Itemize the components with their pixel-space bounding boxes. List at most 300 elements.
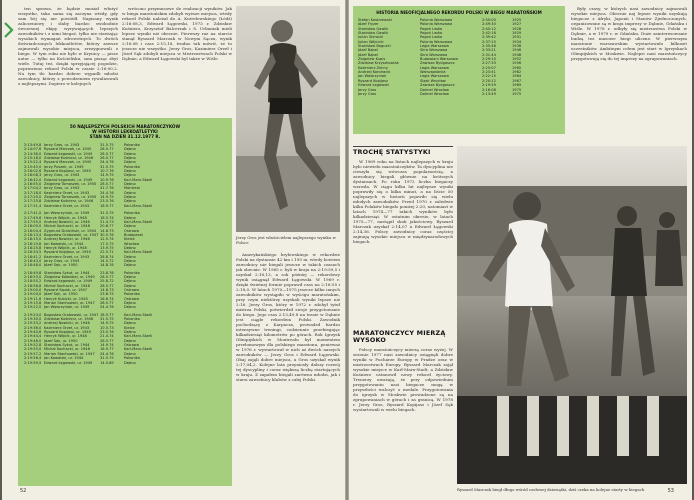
cell-name: Henryk Wójcik, ur. 1948 [44,215,87,220]
history-cell-time: 2:42:18 [482,31,496,36]
cell-date: 23.5.76 [100,330,114,335]
cell-time: 2:19:55,0 [24,347,42,352]
cell-place: Karl-Marx-Stadt [124,219,152,224]
green-arrow-icon [4,22,14,38]
history-cell-name: Jan Wawrzyniak [358,74,387,79]
cell-date: 14.9.75 [100,321,114,326]
top-50-table [18,118,232,486]
history-cell-club: Polonia Warszawa [420,39,453,44]
history-cell-name: Jerzy Gros [358,87,377,92]
cell-name: Ryszard Marczak, ur. 1945 [44,147,92,152]
history-cell-date: 1975 [512,91,522,96]
cell-name: Zbigniew Tomaszek, ur. 1950 [44,195,97,200]
history-cell-time: 2:55:00 [482,18,496,22]
history-cell-date: 1925 [512,18,522,22]
history-cell-club: Zawisza Bydgoszcz [420,83,455,88]
history-cell-date: 1962 [512,70,522,75]
history-cell-date: 1928 [512,26,522,31]
cell-time: 2:14:07,6 [24,147,42,152]
table-title-line3: STAN NA DZIEŃ 31.12.1977 R. [89,134,161,139]
history-cell-name: Józef Fryzer [358,22,379,27]
history-cell-club: Dolmel Wrocław [420,87,449,92]
history-cell-name: Józef Bąbel [358,48,378,53]
history-cell-club: Zawisza Bydgoszcz [420,61,455,66]
history-cell-date: 1975 [512,87,522,92]
cell-name: Zdzisław Kuśnierz, ur. 1946 [44,199,94,204]
cell-name: Kazimierz Orzeł, ur. 1943 [44,325,90,330]
cell-time: 2:18:58,8 [24,283,42,288]
page-number-left: 52 [20,488,27,494]
cell-time: 2:18:48,0 [24,263,42,268]
cell-time: 2:19:24,0 [24,312,42,317]
history-cell-time: 2:22:15 [482,74,496,79]
cell-place: Dębno [124,224,136,229]
history-cell-time: 2:19:59 [482,83,496,88]
cell-place: Dębno [124,263,136,268]
history-cell-time: 2:20:12 [482,78,496,83]
cell-name: Jerzy Gros, ur. 1943 [44,143,80,147]
history-cell-club: Pogoń Lwów [420,35,443,40]
marathon-runners-scene [457,146,687,484]
cell-name: Andrzej Nowicki, ur. 1946 [44,219,90,224]
cell-place: Ostrawa [124,228,139,233]
history-cell-name: Andrzej Kondracki [358,70,391,75]
cell-place: Wrocław [124,241,140,246]
history-cell-time: 2:29:10 [482,57,496,62]
history-cell-time: 2:45:12 [482,26,496,31]
cell-name: Józef Sęk, ur. 1950 [44,292,78,297]
cell-time: 2:16:02,6 [24,169,42,174]
cell-time: 2:19:40,6 [24,330,42,335]
cell-date: 31.7.76 [100,186,114,191]
history-cell-name: Zdzisław Krzyszkowiak [358,61,399,66]
cell-date: 21.4.73 [100,219,114,224]
cell-date: 30.5.76 [100,232,114,237]
history-cell-date: 1952 [512,57,522,62]
cell-place: Pokonika [124,143,140,147]
cell-name: Jan Wawrzyniak, ur. 1949 [44,211,90,216]
cell-name: Jerzy Gros, ur. 1943 [44,258,80,263]
runner-photo [236,6,340,232]
cell-place: Pokonika [124,356,140,361]
cell-date: 14.9.75 [100,195,114,200]
cell-time: 2:18:15,0 [24,237,42,242]
cell-time: 2:18:25,8 [24,245,42,250]
cell-date: 31.5.75 [100,356,114,361]
wysoko-heading-line1: MARATOŃCZYCY MIERZĄ [353,330,446,337]
runner-figure [236,6,340,232]
page-number-right: 53 [667,488,674,494]
cell-place: Dębno [124,321,136,326]
cell-date: 18.9.77 [100,203,114,208]
cell-name: Michał Sochacki, ur. 1948 [44,283,90,288]
cell-place: Karl-Marx-Stadt [124,250,152,255]
cell-place: Dębno [124,305,136,310]
history-cell-date: 1948 [512,52,522,57]
history-cell-time: 2:49:30 [482,22,496,27]
cell-time: 2:18:04,4 [24,228,42,233]
cell-date: 23.5.76 [100,199,114,204]
cell-time: 2:19:59,5 [24,360,42,365]
cell-date: 22.5.71 [100,250,114,255]
history-cell-club: Skra Warszawa [420,48,448,53]
history-cell-club: Legia Warszawa [420,44,449,49]
cell-place: Dębno [124,245,136,250]
cell-place: Dębno [124,351,136,356]
cell-place: Karl-Marx-Stadt [124,334,152,339]
cell-place: Dębno [124,182,136,187]
cell-name: Edward Łęgowski, ur. 1949 [44,279,93,284]
history-cell-name: Stanisław Bogucki [358,44,391,49]
cell-place: Dębno [124,169,136,174]
cell-name: Michał Sochacki, ur. 1948 [44,224,90,229]
cell-name: Bogusław Grabowski, ur. 1947 [44,232,99,237]
cell-place: Pokonika [124,317,140,322]
cell-place: Dębno [124,195,136,200]
cell-name: Edward Łęgowski, ur. 1949 [44,151,93,156]
cell-name: Stanisław Sykut, ur. 1944 [44,270,90,275]
history-cell-time: 2:16:08 [482,87,496,92]
cell-place: Karl-Marx-Stadt [124,177,152,182]
history-cell-time: 2:35:48 [482,44,496,49]
history-cell-club: Pogoń Lwów [420,26,443,31]
right-text-column: Amerykańskiego bryłowskiego w rekordzie Polski na dystansie 42 km i 195 m, wtedy bowiem zawodnicy nie biegali jeszcze w takich czasach jak obecnie. W 1965 r. byli w kraju na 2:19:59,5 i uzyskał 2:18,13, a rok później — rekordowy wynik osiągnął Edward Łęgowski. W 1969 r. dzięki świetnej formie poprawił czas na 2:16:55 i 2:18,0. W latach 1970—1975 jeszcze kilku innych zawodników wystąpiło w wyścigu maratońskim, przy czym niektórzy uzyskali wyniki lepsze niż 2:16. Jerzy Gros, który w 1972 r. zdobył tytuł mistrza Polski, potwierdził swoje przygotowanie do biegu. Jego czas 2:13,49,8 na trasie w Dębnie jest ciągle rekordem Polski. Zawodnik pochodzący z Karpacza, prowadził bardzo intensywne treningi, codziennie przebiegając kilkadziesiąt kilometrów po górach. Rok Igrzysk Olimpijskich w Montrealu był momentem przełomowym dla polskiego maratonu, ponieważ w 1976 r. wystartował w nich aż dwóch naszych zawodników — Jerzy Gros i Edward Łęgowski. Obaj zajęli dobre miejsca, a Gros uzyskał wynik 2:17,04,2. Kolejne lata przyniosły dalszy rozwój tej dyscypliny i coraz większą liczbę startujących w kraju. Z zapałem biegali zarówno młodzi, jak i starsi zawodnicy klubów z całej Polski. [236,252,340,382]
history-cell-date: 1969 [512,83,522,88]
cell-time: 2:18:33,5 [24,250,42,255]
history-cell-name: Ryszard Kopijasz [358,78,388,83]
cell-name: Jan Kowalski, ur. 1944 [44,241,84,246]
history-cell-time: 2:23:41 [482,70,496,75]
cell-place: Dębno [124,283,136,288]
cell-date: 31.5.75 [100,164,114,169]
cell-name: Zbigniew Kołodziej, ur. 1949 [44,274,95,279]
cell-date: 28.5.77 [100,147,114,152]
cell-name: Zygmunt Dudziński, ur. 1944 [44,228,97,233]
history-cell-date: 1936 [512,44,522,49]
cell-time: 2:18:43,0 [24,258,42,263]
cell-place: Ostrawa [124,343,139,348]
cell-place: Ostrawa [124,296,139,301]
cell-date: 24.4.76 [100,190,114,195]
cell-place: Dębno [124,274,136,279]
history-cell-time: 2:37:15 [482,39,496,44]
cell-place: Pokonika [124,164,140,169]
cell-name: Ryszard Marczak, ur. 1945 [44,160,92,165]
cell-date: 31.5.75 [100,317,114,322]
left-page [2,0,345,500]
cell-date: 14.8.76 [100,263,114,268]
history-cell-club: Legia Warszawa [420,74,449,79]
cell-time: 2:18:53,0 [24,274,42,279]
cell-time: 2:17:04,2 [24,186,42,191]
table-rows [24,143,226,365]
cell-time: 2:17:41,0 [24,211,42,216]
cell-time: 2:18:55,2 [24,279,42,284]
stats-heading: TROCHĘ STATYSTYKI [353,148,431,156]
cell-time: 2:16:42,0 [24,177,42,182]
cell-date: 18.5.74 [100,215,114,220]
cell-time: 2:18:19,8 [24,241,42,246]
cell-date: 10.7.76 [100,169,114,174]
cell-place: Karl-Marx-Stadt [124,312,152,317]
right-page [349,0,692,500]
cell-time: 2:15:18,0 [24,156,42,161]
history-title: HISTORIA NIEOFICJALNEGO REKORDU POLSKI W BIEGU MARATOŃSKIM [376,10,542,15]
cell-name: Ryszard Kopijasz, ur. 1945 [44,250,91,255]
cell-time: 2:19:04,0 [24,292,42,297]
wysoko-text: Polscy maratończycy mierzą coraz wyżej. W sezonie 1977 nasi zawodnicy osiągnęli dobre wyniki w Pucharze Europy w Pradze oraz w mistrzostwach Europy. Ryszard Marczak zajął wysokie miejsce w Karl-Marx-Stadt, a Zdzisław Kuśnierz ustanowił nowy rekord życiowy. Trenerzy uważają, że przy odpowiednim przygotowaniu nasi biegacze mogą w przyszłości walczyć o medale. Przygotowania do igrzysk w Moskwie prowadzone są na zgrupowaniach w górach i za granicą. W 1978 r. Jerzy Gros, Ryszard Kopijasz i Józef Sęk wystartowali w wielu biegach. [353,347,453,413]
cell-name: Jan Kowalski, ur. 1944 [44,356,84,361]
history-rows [358,18,560,96]
history-cell-name: Stanisław Gawlik [358,31,389,36]
cell-time: 2:19:36,0 [24,325,42,330]
history-cell-name: Stefan Kostrzewski [358,18,392,22]
history-cell-time: 2:31:44 [482,52,496,57]
history-cell-name: Julian Wójcicki [358,39,384,44]
history-cell-date: 1931 [512,35,522,40]
cell-place: Ostrawa [124,288,139,292]
cell-time: 2:19:30,0 [24,317,42,322]
cell-date: 23.8.76 [100,270,114,275]
cell-name: Bogusław Grabowski, ur. 1947 [44,312,99,317]
cell-time: 2:18:41,2 [24,254,42,259]
cell-place: Dębno [124,258,136,263]
cell-date: 28.5.77 [100,151,114,156]
cell-time: 2:19:48,0 [24,338,42,343]
cell-date: 28.5.77 [100,338,114,343]
history-cell-club: Śląsk Wrocław [420,78,446,83]
history-cell-club: Warszawianka [420,70,446,75]
cell-name: Kazimierz Orzeł, ur. 1943 [44,203,90,208]
cell-date: 10.5.73 [100,325,114,330]
history-cell-time: 2:39:42 [482,35,496,40]
cell-time: 2:19:44,4 [24,334,42,339]
cell-date: 28.5.77 [100,182,114,187]
cell-date: 12.5.74 [100,237,114,242]
cell-name: Ryszard Kopijasz, ur. 1945 [44,169,91,174]
cell-date: 18.9.77 [100,347,114,352]
stats-section [353,146,453,319]
cell-name: Henryk Wójcik, ur. 1948 [44,245,87,250]
cell-place: Montreal [124,186,140,191]
cell-name: Marian Stachowski, ur. 1947 [44,301,95,306]
cell-place: Dębno [124,330,136,335]
history-cell-name: Kazimierz Zimny [358,65,388,70]
cell-date: 24.4.76 [100,305,114,310]
history-record-table [353,6,565,134]
cell-name: Zdzisław Kuśnierz, ur. 1946 [44,317,94,322]
history-cell-time: 2:25:07 [482,65,496,70]
cell-time: 2:13:49,8 [24,143,42,147]
cell-time: 2:16:55,0 [24,182,42,187]
cell-date: 18.9.77 [100,312,114,317]
history-cell-name: Jerzy Gros [358,91,377,96]
cell-date: 13.9.75 [100,245,114,250]
history-cell-time: 2:33:21 [482,48,496,53]
cell-name: Jerzy Gros, ur. 1943 [44,186,80,191]
cell-place: Dębno [124,279,136,284]
cell-place: Kielce [124,325,135,330]
cell-place: Pokonika [124,270,140,275]
cell-name: Józef Sęk, ur. 1950 [44,263,78,268]
cell-place: Budapeszt [124,232,143,237]
cell-date: 28.5.77 [100,274,114,279]
cell-name: Zbigniew Tomaszek, ur. 1950 [44,182,97,187]
cell-place: Dębno [124,147,136,152]
cell-place: Dębno [124,151,136,156]
cell-time: 2:17:20,0 [24,195,42,200]
cell-place: Dębno [124,254,136,259]
stats-text: W 1969 roku na listach najlepszych w kraju było niewielu maratończyków. Ta dyscyplina nie cieszyła się wówczas popularnością, a zawodnicy biegali głównie na krótszych dystansach. Po roku 1972 liczba biegaczy wzrosła. W ciągu kilku lat najlepsze wyniki poprawiły się o kilka minut, a na liście 50 najlepszych w historii pojawiło się wielu młodych zawodników. Przed 1970 r. zaledwie kilku Polaków biegało poniżej 2:20, natomiast w latach 1974—77 takich wyników było kilkadziesiąt. W ostatnim okresie, w latach 1975—77, nastąpił skok jakościowy. Ryszard Marczak uzyskał 2:14,07 a Edward Łęgowski 2:14,36. Polscy zawodnicy coraz częściej zajmują wysokie miejsca w międzynarodowych biegach. [353,159,453,245]
cell-date: 23.8.75 [100,292,114,297]
cell-date: 28.5.77 [100,283,114,288]
cell-name: Jerzy Gros, ur. 1943 [44,173,80,178]
cell-date: 14.9.75 [100,173,114,178]
cell-time: 2:19:58,4 [24,356,42,361]
cell-place: Dębno [124,173,136,178]
history-cell-date: 1929 [512,31,522,36]
cell-name: Andrzej Nowicki, ur. 1946 [44,321,90,326]
cell-name: Edward Łęgowski, ur. 1949 [44,360,93,365]
cell-time: 2:14:36,0 [24,151,42,156]
wysoko-heading-line2: WYSOKO [353,336,387,345]
cell-date: 14.6.73 [100,288,114,292]
cell-place: Dębno [124,160,136,165]
cell-time: 2:19:57,2 [24,351,42,356]
cell-place: Karl-Marx-Stadt [124,203,152,208]
stats-rule [353,146,453,147]
history-cell-name: Józef Bąbel [358,52,378,57]
cell-place: Dębno [124,156,136,161]
cell-time: 2:18:49,8 [24,270,42,275]
cell-place: Dębno [124,199,136,204]
cell-place: Pokonika [124,292,140,297]
cell-name: Jan Wawrzyniak, ur. 1949 [44,305,90,310]
history-cell-club: Budowlani Warszawa [420,57,458,62]
cell-date: 21.4.74 [100,334,114,339]
cell-date: 14.6.73 [100,228,114,233]
cell-date: 10.9.76 [100,177,114,182]
history-cell-time: 2:13:49 [482,91,496,96]
cell-name: Ryszard Szpak, ur. 1947 [44,288,88,292]
cell-date: 14.9.74 [100,343,114,348]
cell-name: Andrzej Nowicki, ur. 1946 [44,237,90,242]
history-cell-club: Dolmel Wrocław [420,91,449,96]
history-row [358,92,560,96]
cell-name: Henryk Wójcik, ur. 1948 [44,334,87,339]
cell-place: Pokonika [124,211,140,216]
cell-time: 2:17:18,0 [24,190,42,195]
history-cell-name: Zbigniew Kupis [358,57,386,62]
cell-time: 2:15:45,0 [24,164,42,169]
table-title-line1: 50 NAJLEPSZYCH POLSKICH MARATOŃCZYKÓW [69,124,181,129]
cell-name: Henryk Kubicki, ur. 1945 [44,296,88,301]
history-cell-club: Pogoń Lwów [420,31,443,36]
cell-place: Dębno [124,360,136,365]
history-cell-name: Edward Łęgowski [358,83,390,88]
cell-time: 2:17:25,8 [24,199,42,204]
cell-place: Karl-Marx-Stadt [124,347,152,352]
cell-time: 2:15:22,4 [24,160,42,165]
cell-name: Edward Łęgowski, ur. 1949 [44,177,93,182]
cell-place: Dębno [124,338,136,343]
cell-date: 28.8.74 [100,254,114,259]
wysoko-section [353,330,453,487]
cell-date: 25.8.72 [100,279,114,284]
history-cell-club: Legia Warszawa [420,65,449,70]
cell-name: Kazimierz Orzeł, ur. 1943 [44,190,90,195]
cell-date: 26.5.77 [100,156,114,161]
cell-date: 31.5.75 [100,143,114,147]
cell-date: 24.4.76 [100,160,114,165]
history-cell-name: Julian Sieracki [358,35,384,40]
history-cell-date: 1960 [512,65,522,70]
intro-text-col-1: ten sprawa, że będzie musiał włożyć wszystko, taka sama się zaczyna wtedy, gdy sam bój się nie powiódł. Napisany wynik zaliczeniowy i słaby bardzo swobodnie ówczesnej ekipy wyrywających lepszych zawodników i z nimi biegać, tylko nie stawiając wysokich wymagań zdrowotnych. To dwóch doświadczonych lekkoatletów, którzy zawsze zajmowali wysokie miejsca, zrezygnowali z biegu. W tym roku nie było w Krynicy — pisze autor — tylko na Kościelisku, sam pisząc zbyt wiele. Tutaj też, dzięki sprzyjającej pogodzie, poprawiono rekord Polski w czasie 2:16:00,2. Na tym tle bardzo dobrze wypadli młodsi zawodnicy, którzy z powodzeniem rywalizowali z najlepszymi. Dopiero w kolejnych [18,6,118,86]
right-top-text: Były czasy, w których nasi zawodnicy zajmowali wysokie miejsca. Obecnie naj lepsze wyniki uzyskują biegacze z Afryki, Japonii i Stanów Zjednoczonych, organizowane są w kraju imprezy w Dębnie, Gdańsku i Wiśle. W 1978 r. odbyły się mistrzostwa Polski w Dębnie, a w 1979 r. w Gdańsku. Duże zainteresowanie budzą też masowe biegi uliczne. W pierwszym maratonie warszawskim wystartowało kilkuset uczestników. Ambitnym celem jest start w Igrzyskach Olimpijskich w Moskwie. Najlepsi nasi maratończycy przygotowują się do tej imprezy na zgrupowaniach. [571,6,687,61]
history-cell-date: 1934 [512,39,522,44]
cell-date: 20.8.77 [100,224,114,229]
marathon-photo-caption: Ryszard Marczak biegł długo wśród czołowej dziesiątki, dziś czeka na kolejne starty w biegach [457,487,645,492]
history-cell-name: Stanisław Gawlik [358,26,389,31]
cell-date: 28.5.77 [100,301,114,306]
cell-time: 2:19:33,2 [24,321,42,326]
cell-time: 2:16:08,3 [24,173,42,178]
cell-name: Jerzy Puszek, ur. 1949 [44,164,84,169]
runner-photo-caption: Jerzy Gros jest właścicielem najlepszego wyniku w Polsce [236,235,336,245]
cell-time: 2:17:31,4 [24,203,42,208]
cell-time: 2:17:55,0 [24,219,42,224]
cell-time: 2:19:00,0 [24,288,42,292]
history-cell-club: Polonia Warszawa [420,18,453,22]
cell-name: Zdzisław Kuśnierz, ur. 1946 [44,156,94,161]
cell-time: 2:18:00,0 [24,224,42,229]
table-title-line2: W HISTORII LEKKOATLETYKI [92,129,158,134]
table-row [24,361,226,365]
history-cell-club: Polonia Warszawa [420,22,453,27]
cell-date: 17.5.75 [100,241,114,246]
cell-name: Kazimierz Orzeł, ur. 1943 [44,254,90,259]
cell-name: Stanisław Sykut, ur. 1944 [44,343,90,348]
history-cell-date: 1927 [512,22,522,27]
history-cell-date: 1946 [512,48,522,53]
cell-time: 2:19:52,8 [24,343,42,348]
cell-date: 31.5.75 [100,211,114,216]
history-cell-club: Skra Warszawa [420,52,448,57]
cell-time: 2:18:13,4 [24,232,42,237]
intro-text-col-2: wrócono przymusowe do realizacji wyników. Jak w biegu maratońskim zdobyli wyższe miejsca, wtedy rekord Polski należał do A. Kutrelewskiego (Łódź) 2:16:08,3, Edward Łęgowski, 1973 r. Zdzisław Kuśnierz, Krzysztof Balcerzak i S. Urbaniak mieli lepsze wyniki niż obecnie. Pierwszy raz na starcie stanął Ryszard Marczak w Nowym Sączu, wynik 2:16:08 i czas 2:15,18, trudno tak mówić, że to jeszcze nie wszystko. Jerzy Gros, Kazimierz Orzeł i Józef Sęk zdobyli miejsca w Mistrzostwach Polski w Dębnie, a Edward Łęgowski był także w Wiśle. [122,6,232,61]
marathon-photo [457,146,687,484]
cell-time: 2:19:15,8 [24,301,42,306]
cell-date: 14.5.72 [100,258,114,263]
cell-time: 2:17:49,6 [24,215,42,220]
cell-name: Ryszard Kopijasz, ur. 1945 [44,330,91,335]
cell-time: 2:19:11,6 [24,296,42,301]
history-cell-date: 1967 [512,78,522,83]
cell-place: Kielce [124,237,135,242]
history-cell-time: 2:27:33 [482,61,496,66]
cell-name: Michał Sochacki, ur. 1948 [44,347,90,352]
cell-name: Józef Sęk, ur. 1950 [44,338,78,343]
cell-place: Dębno [124,301,136,306]
history-cell-date: 1964 [512,74,522,79]
cell-time: 2:19:22,0 [24,305,42,310]
cell-name: Marian Stachowski, ur. 1947 [44,351,95,356]
history-cell-date: 1956 [512,61,522,66]
cell-date: 14.5.69 [100,360,114,365]
cell-place: Dębno [124,215,136,220]
cell-place: Dębno [124,190,136,195]
cell-date: 16.6.74 [100,296,114,301]
